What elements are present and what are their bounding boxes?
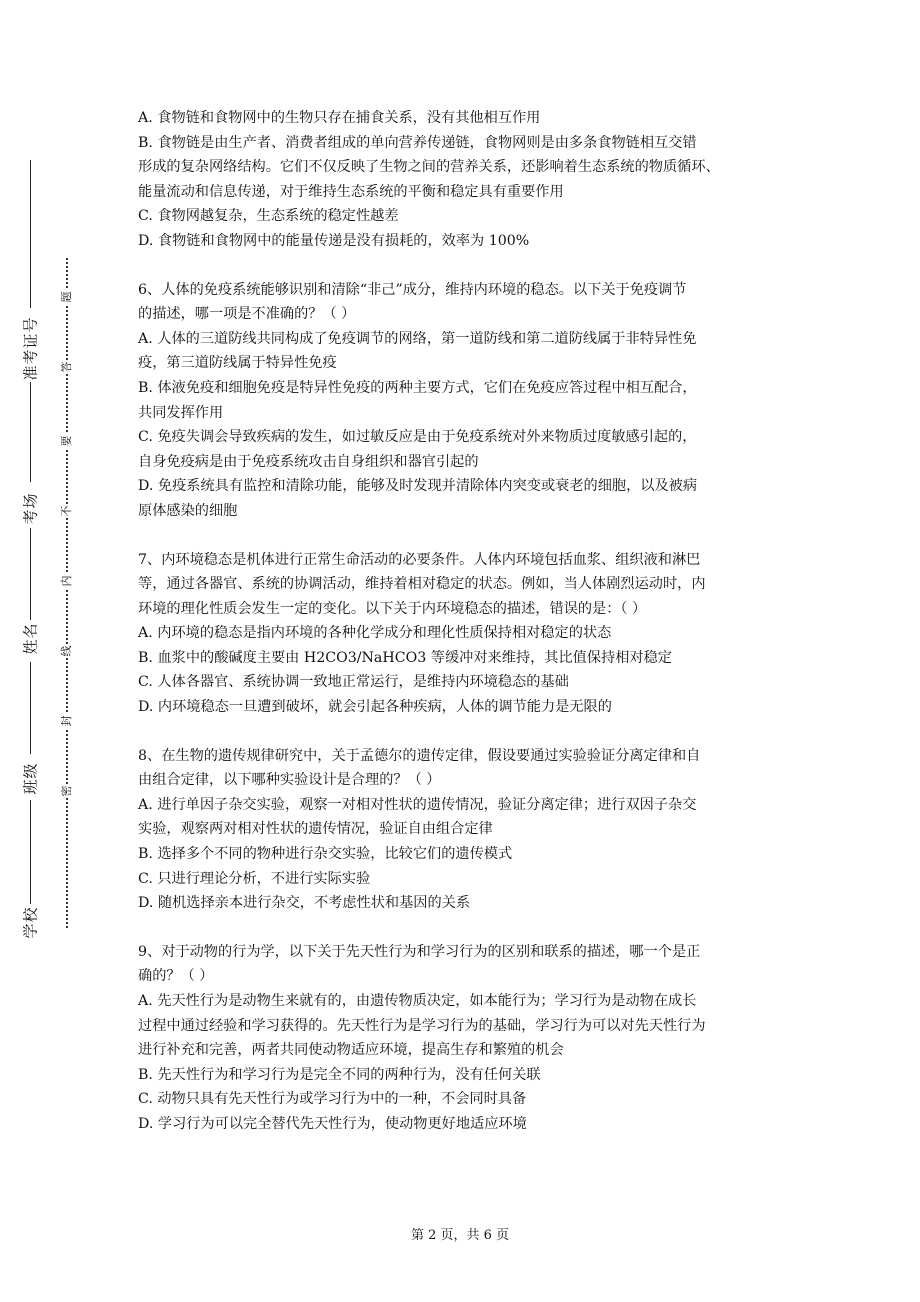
page-footer: 第 2 页，共 6 页 (410, 1228, 510, 1243)
binding-label-exam-number: 准考证号 (21, 316, 40, 381)
option-line: C. 食物网越复杂，生态系统的稳定性越差 (138, 208, 399, 225)
name-underline (30, 528, 31, 620)
question-stem-line: 9、对于动物的行为学，以下关于先天性行为和学习行为的区别和联系的描述，哪一个是正 (138, 943, 701, 960)
option-line: 能量流动和信息传递，对于维持生态系统的平衡和稳定具有重要作用 (138, 183, 564, 200)
option-line: 实验，观察两对相对性状的遗传情况，验证自由组合定律 (138, 821, 493, 838)
seal-char: 要 (60, 435, 73, 447)
option-line: D. 随机选择亲本进行杂交，不考虑性状和基因的关系 (138, 895, 471, 912)
option-line: B. 食物链是由生产者、消费者组成的单向营养传递链，食物网则是由多条食物链相互交错 (138, 134, 697, 151)
question-stem-line: 环境的理化性质会发生一定的变化。以下关于内环境稳态的描述，错误的是：（ ） (138, 600, 647, 617)
question-stem-line: 8、在生物的遗传规律研究中，关于孟德尔的遗传定律，假设要通过实验验证分离定律和自 (138, 747, 701, 764)
question-stem-line: 由组合定律，以下哪种实验设计是合理的？（ ） (138, 772, 441, 789)
seal-char: 题 (60, 291, 73, 303)
seal-char: 不 (60, 505, 73, 517)
option-line: 过程中通过经验和学习获得的。先天性行为是学习行为的基础，学习行为可以对先天性行为 (138, 1017, 706, 1034)
option-line: 自身免疫病是由于免疫系统攻击自身组织和器官引起的 (138, 453, 479, 470)
option-line: A. 内环境的稳态是指内环境的各种化学成分和理化性质保持相对稳定的状态 (138, 625, 612, 642)
option-line: A. 人体的三道防线共同构成了免疫调节的网络，第一道防线和第二道防线属于非特异性免 (138, 330, 697, 347)
option-line: C. 免疫失调会导致疾病的发生，如过敏反应是由于免疫系统对外来物质过度敏感引起的， (138, 429, 697, 446)
option-line: A. 先天性行为是动物生来就有的，由遗传物质决定，如本能行为；学习行为是动物在成长 (138, 993, 697, 1009)
question-stem-line: 6、人体的免疫系统能够识别和清除“非己”成分，维持内环境的稳态。以下关于免疫调节 (138, 281, 687, 298)
option-line: D. 学习行为可以完全替代先天性行为，使动物更好地适应环境 (138, 1115, 527, 1132)
question-stem-line: 7、内环境稳态是机体进行正常生命活动的必要条件。人体内环境包括血浆、组织液和淋巴 (138, 551, 701, 568)
seal-char: 答 (60, 361, 73, 373)
question-6 (138, 278, 788, 524)
question-stem-line: 等，通过各器官、系统的协调活动，维持着相对稳定的状态。例如，当人体剧烈运动时，内 (138, 576, 706, 593)
option-line: B. 体液免疫和细胞免疫是特异性免疫的两种主要方式，它们在免疫应答过程中相互配合， (138, 379, 697, 396)
school-underline (30, 800, 31, 904)
option-line: D. 免疫系统具有监控和清除功能，能够及时发现并清除体内突变或衰老的细胞，以及被病 (138, 478, 698, 495)
question-8 (138, 744, 788, 916)
question-9 (138, 940, 788, 1137)
option-line: D. 食物链和食物网中的能量传递是没有损耗的，效率为 100% (138, 232, 530, 249)
question-5-options (138, 106, 788, 254)
binding-label-class: 班级 (21, 762, 40, 795)
option-line: C. 动物只具有先天性行为或学习行为中的一种，不会同时具备 (138, 1091, 527, 1108)
option-line: 共同发挥作用 (138, 404, 224, 421)
option-line: A. 进行单因子杂交实验，观察一对相对性状的遗传情况，验证分离定律；进行双因子杂交 (138, 796, 697, 813)
question-stem-line: 确的？（ ） (138, 968, 214, 985)
binding-label-school: 学校 (21, 906, 40, 939)
option-line: 进行补充和完善，两者共同使动物适应环境，提高生存和繁殖的机会 (138, 1042, 564, 1059)
seal-char: 线 (60, 645, 73, 657)
option-line: 形成的复杂网络结构。它们不仅反映了生物之间的营养关系，还影响着生态系统的物质循环、 (138, 159, 720, 176)
exam-content (138, 106, 788, 1137)
option-line: B. 选择多个不同的物种进行杂交实验，比较它们的遗传模式 (138, 846, 513, 863)
option-line: 疫，第三道防线属于特异性免疫 (138, 355, 337, 372)
question-7 (138, 548, 788, 720)
question-stem-line: 的描述，哪一项是不准确的？（ ） (138, 306, 356, 323)
seal-dotted-line (66, 258, 68, 928)
exam-room-underline (30, 382, 31, 482)
option-line: D. 内环境稳态一旦遭到破坏，就会引起各种疾病，人体的调节能力是无限的 (138, 699, 612, 716)
option-line: A. 食物链和食物网中的生物只存在捕食关系，没有其他相互作用 (138, 110, 541, 126)
seal-char: 内 (60, 575, 73, 587)
exam-number-underline (30, 160, 31, 308)
class-underline (30, 662, 31, 754)
option-line: C. 只进行理论分析，不进行实际实验 (138, 870, 371, 887)
option-line: B. 血浆中的酸碱度主要由 H2CO3/NaHCO3 等缓冲对来维持，其比值保持相对稳定 (138, 649, 672, 666)
option-line: B. 先天性行为和学习行为是完全不同的两种行为，没有任何关联 (138, 1066, 541, 1083)
option-line: 原体感染的细胞 (138, 502, 238, 519)
seal-char: 封 (60, 715, 73, 727)
binding-label-name: 姓名 (21, 622, 40, 655)
option-line: C. 人体各器官、系统协调一致地正常运行，是维持内环境稳态的基础 (138, 674, 569, 691)
binding-margin (0, 0, 100, 1302)
binding-label-exam-room: 考场 (21, 492, 40, 525)
seal-char: 密 (60, 785, 73, 797)
